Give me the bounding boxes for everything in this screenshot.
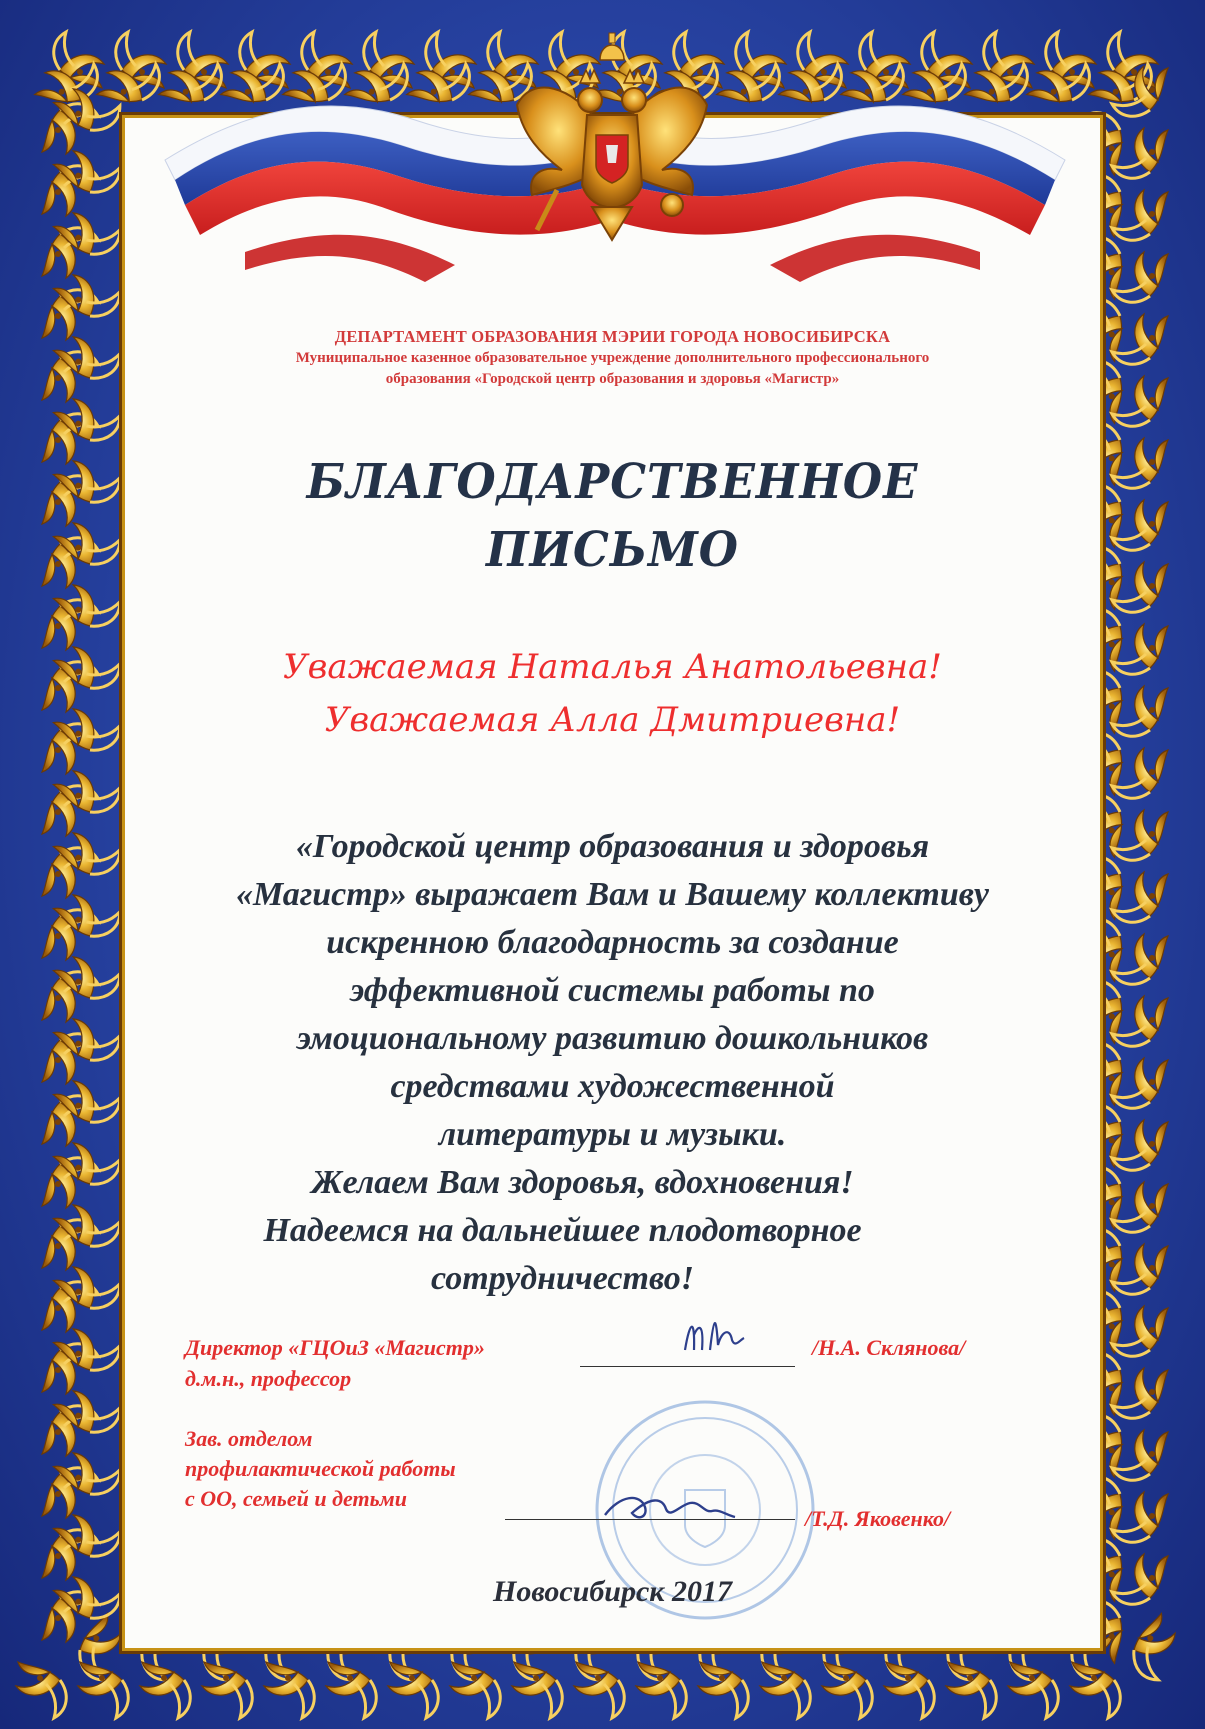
gold-leaf-ornament <box>1120 1612 1192 1686</box>
gold-leaf-ornament <box>698 1662 748 1718</box>
gold-leaf-ornament <box>884 1662 934 1718</box>
gold-leaf-ornament <box>52 755 126 827</box>
body-line: «Городской центр образования и здоровья <box>295 828 930 865</box>
gold-leaf-ornament <box>264 1662 314 1718</box>
gold-leaf-ornament <box>1008 1662 1058 1718</box>
body-line: Надеемся на дальнейшее плодотворное <box>263 1212 862 1249</box>
gold-leaf-ornament <box>760 1662 810 1718</box>
gold-leaf-ornament <box>822 1662 872 1718</box>
director-title: Директор «ГЦОиЗ «Магистр» <box>185 1335 485 1360</box>
gold-leaf-ornament <box>52 1313 126 1385</box>
gold-leaf-ornament <box>52 135 126 207</box>
gold-leaf-ornament <box>16 1662 66 1718</box>
gold-leaf-ornament <box>52 879 126 951</box>
director-name: /Н.А. Склянова/ <box>812 1335 966 1360</box>
head-title-line-2: профилактической работы <box>185 1456 456 1481</box>
flag-emblem-header <box>125 20 1100 320</box>
gold-leaf-ornament <box>326 1662 376 1718</box>
institution-line-2: образования «Городской центр образования и здоровья «Магистр» <box>385 371 840 387</box>
gold-leaf-ornament <box>52 321 126 393</box>
gold-leaf-ornament <box>52 445 126 517</box>
gold-leaf-ornament <box>388 1662 438 1718</box>
gold-leaf-ornament <box>52 259 126 331</box>
gold-leaf-ornament <box>52 569 126 641</box>
head-name: /Т.Д. Яковенко/ <box>805 1506 951 1531</box>
russian-coat-of-arms-icon <box>517 33 707 240</box>
gold-leaf-ornament <box>52 817 126 889</box>
greeting-2: Уважаемая Алла Дмитриевна! <box>324 700 901 740</box>
body-line: искренною благодарность за создание <box>326 924 899 961</box>
gold-leaf-ornament <box>52 383 126 455</box>
institution-line-1: Муниципальное казенное образовательное учреждение дополнительного профессионального <box>295 350 930 366</box>
gold-leaf-ornament <box>946 1662 996 1718</box>
greeting-1: Уважаемая Наталья Анатольевна! <box>283 647 942 687</box>
gold-leaf-ornament <box>140 1662 190 1718</box>
gold-leaf-ornament <box>202 1662 252 1718</box>
gold-leaf-ornament <box>52 507 126 579</box>
gold-leaf-ornament <box>52 1499 126 1571</box>
body-line: «Магистр» выражает Вам и Вашему коллективу <box>235 876 990 913</box>
gold-leaf-ornament <box>52 1127 126 1199</box>
head-title-line-1: Зав. отделом <box>185 1426 313 1451</box>
gold-leaf-ornament <box>52 941 126 1013</box>
gold-leaf-ornament <box>52 631 126 703</box>
gold-leaf-ornament <box>450 1662 500 1718</box>
gold-leaf-ornament <box>52 1375 126 1447</box>
body-line: литературы и музыки. <box>438 1116 787 1153</box>
gold-leaf-ornament <box>52 1437 126 1509</box>
document-title-line-1: БЛАГОДАРСТВЕННОЕ <box>306 453 919 510</box>
body-line: эффективной системы работы по <box>350 972 875 1009</box>
director-signature-line <box>580 1366 795 1367</box>
document-title-line-2: ПИСЬМО <box>486 521 739 578</box>
body-line: средствами художественной <box>390 1068 835 1105</box>
city-year: Новосибирск 2017 <box>492 1575 733 1608</box>
director-degree: д.м.н., профессор <box>185 1366 352 1391</box>
department-name: ДЕПАРТАМЕНТ ОБРАЗОВАНИЯ МЭРИИ ГОРОДА НОВОСИБИРСКА <box>334 327 891 346</box>
gold-leaf-ornament <box>1070 1662 1120 1718</box>
gold-leaf-ornament <box>52 1561 126 1633</box>
gold-leaf-ornament <box>78 1662 128 1718</box>
body-line: Желаем Вам здоровья, вдохновения! <box>311 1164 854 1201</box>
gold-leaf-ornament <box>52 1003 126 1075</box>
gold-leaf-ornament <box>574 1662 624 1718</box>
gold-leaf-ornament <box>512 1662 562 1718</box>
gold-leaf-ornament <box>636 1662 686 1718</box>
gold-leaf-ornament <box>52 693 126 765</box>
body-line: сотрудничество! <box>431 1260 694 1297</box>
body-line: эмоциональному развитию дошкольников <box>296 1020 929 1057</box>
gold-leaf-ornament <box>52 1065 126 1137</box>
gold-leaf-ornament <box>52 197 126 269</box>
head-signature <box>600 1485 740 1530</box>
head-title-line-3: с ОО, семьей и детьми <box>185 1486 407 1511</box>
director-signature <box>680 1310 750 1365</box>
